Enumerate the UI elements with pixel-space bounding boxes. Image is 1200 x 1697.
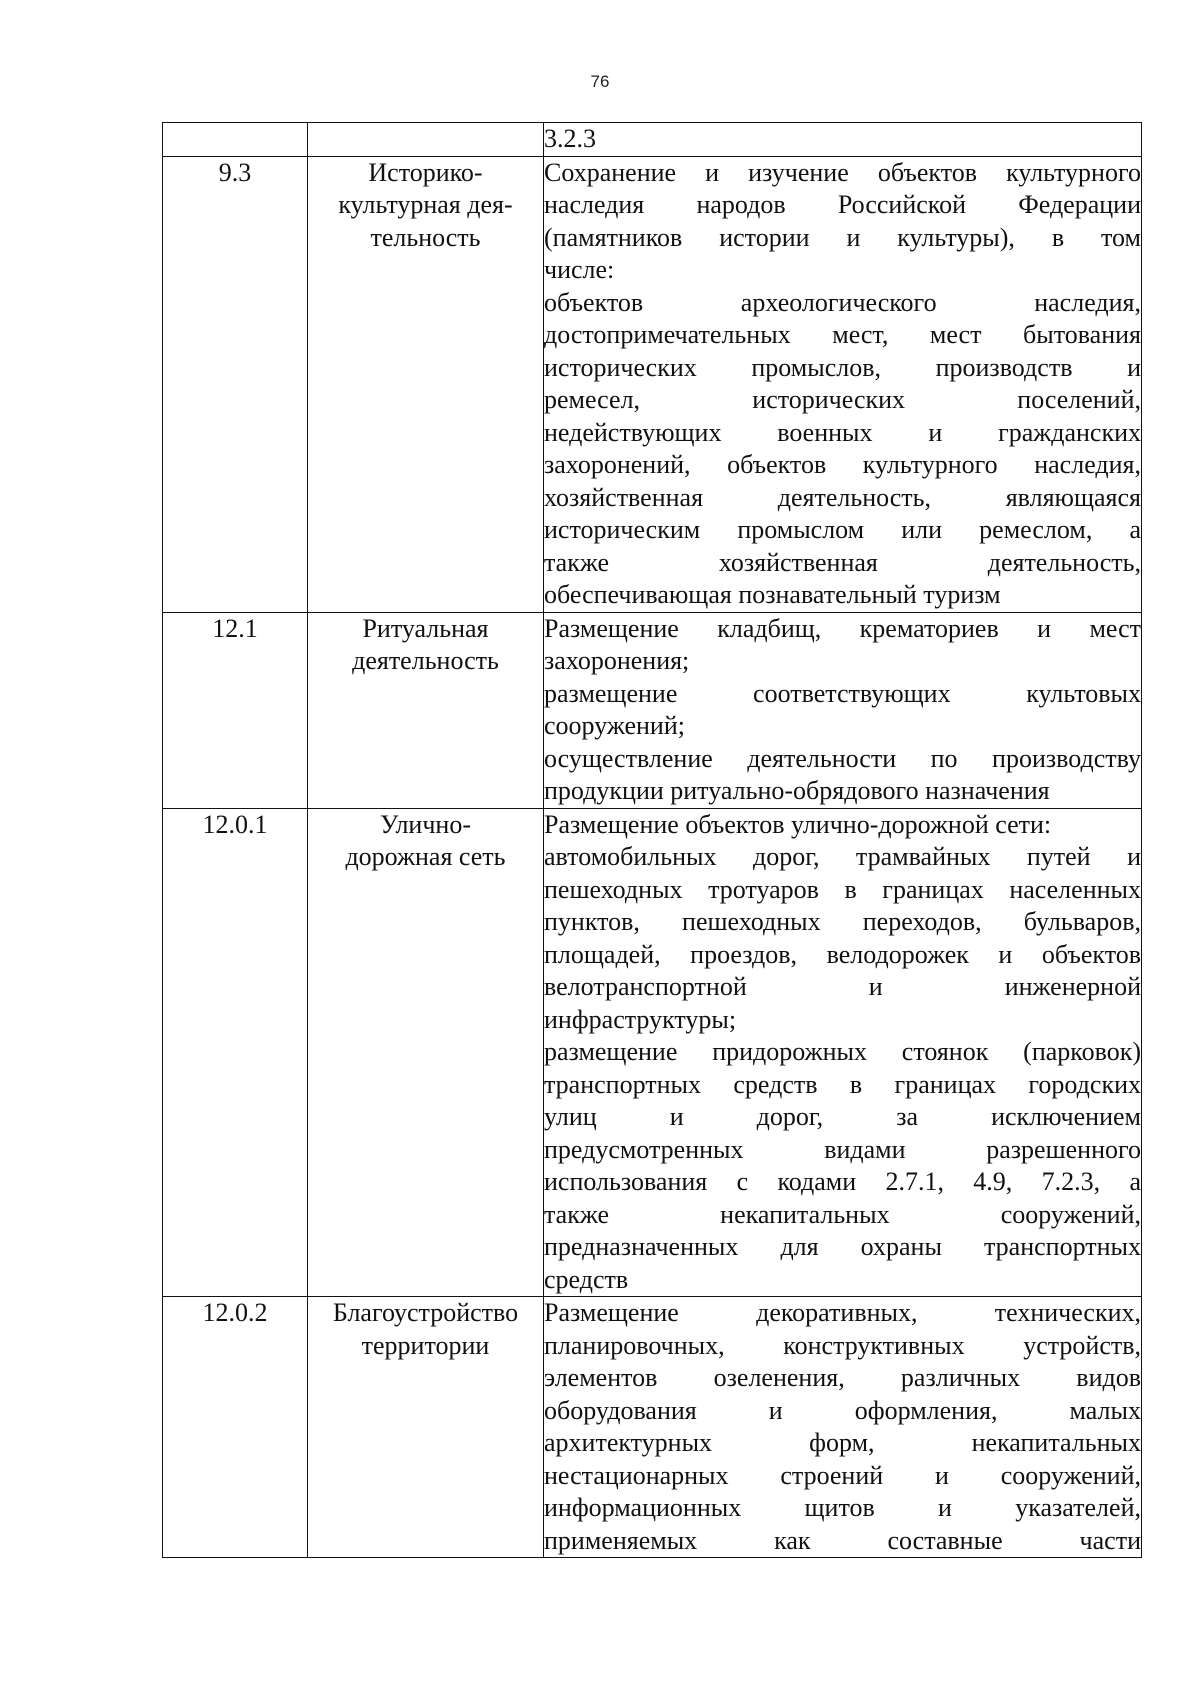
name-cell <box>308 808 544 1297</box>
description-cell <box>544 612 1142 808</box>
description-line: захоронения; <box>544 646 690 675</box>
table-row <box>163 808 1142 1297</box>
description-line: исторических промыслов, производств и <box>544 352 1141 382</box>
description-line: историческим промыслом или ремеслом, а <box>544 515 1141 544</box>
description-cell <box>544 156 1142 612</box>
table-row <box>163 1297 1142 1558</box>
description-line: объектов археологического наследия, <box>544 287 1141 317</box>
description-line: сооружений; <box>544 711 685 740</box>
description-line: числе: <box>544 255 615 284</box>
code-cell: 12.1 <box>163 612 308 808</box>
description-line: Размещение декоративных, технических, <box>544 1298 1141 1327</box>
description-line: Размещение кладбищ, крематориев и мест <box>544 613 1141 643</box>
description-line: применяемых как составные части <box>544 1525 1141 1555</box>
name-line: Историко- <box>368 157 483 187</box>
description-line: оборудования и оформления, малых <box>544 1395 1141 1425</box>
description-line: пешеходных тротуаров в границах населенных <box>544 874 1141 904</box>
land-use-table <box>162 122 1142 1558</box>
description-line: архитектурных форм, некапитальных <box>544 1428 1141 1457</box>
description-line: обеспечивающая познавательный туризм <box>544 580 1001 609</box>
description-line: Сохранение и изучение объектов культурного <box>544 157 1141 187</box>
description-line: элементов озеленения, различных видов <box>544 1363 1141 1392</box>
description-line: наследия народов Российской Федерации <box>544 190 1141 219</box>
description-line: информационных щитов и указателей, <box>544 1493 1141 1522</box>
name-cell <box>308 123 544 157</box>
description-line: продукции ритуально-обрядового назначения <box>544 776 1050 805</box>
description-line: также хозяйственная деятельность, <box>544 547 1141 577</box>
description-line: площадей, проездов, велодорожек и объектов <box>544 939 1141 969</box>
name-line: тельность <box>370 222 481 252</box>
description-line: также некапитальных сооружений, <box>544 1199 1141 1229</box>
name-line: Благоустройство <box>332 1298 519 1327</box>
table-row <box>163 612 1142 808</box>
name-line: территории <box>361 1330 490 1360</box>
description-line: нестационарных строений и сооружений, <box>544 1460 1141 1490</box>
table-row <box>163 123 1142 157</box>
table-row <box>163 156 1142 612</box>
description-line: улиц и дорог, за исключением <box>544 1102 1141 1131</box>
name-line: деятельность <box>352 646 499 675</box>
description-line: использования с кодами 2.7.1, 4.9, 7.2.3, а <box>544 1167 1141 1196</box>
description-line: инфраструктуры; <box>544 1004 737 1034</box>
code-cell <box>163 123 308 157</box>
description-line: размещение соответствующих культовых <box>544 678 1141 708</box>
description-line: пунктов, пешеходных переходов, бульваров, <box>544 907 1141 936</box>
description-cell <box>544 123 1142 157</box>
code-cell: 12.0.1 <box>163 808 308 1297</box>
name-cell <box>308 156 544 612</box>
description-line: 3.2.3 <box>544 124 596 153</box>
name-line: дорожная сеть <box>345 842 506 871</box>
code-cell: 9.3 <box>163 156 308 612</box>
description-line: планировочных, конструктивных устройств, <box>544 1330 1141 1360</box>
description-line: транспортных средств в границах городских <box>544 1069 1141 1099</box>
description-line: предусмотренных видами разрешенного <box>544 1134 1141 1164</box>
description-line: предназначенных для охраны транспортных <box>544 1232 1141 1261</box>
description-line: ремесел, исторических поселений, <box>544 385 1141 414</box>
description-line: недействующих военных и гражданских <box>544 417 1141 447</box>
description-cell <box>544 808 1142 1297</box>
name-line: Ритуальная <box>362 613 489 643</box>
name-cell <box>308 1297 544 1558</box>
page-number: 76 <box>590 72 610 91</box>
code-cell: 12.0.2 <box>163 1297 308 1558</box>
description-line: средств <box>544 1264 629 1294</box>
description-line: осуществление деятельности по производству <box>544 743 1141 773</box>
name-line: Улично- <box>379 809 471 839</box>
description-line: размещение придорожных стоянок (парковок) <box>544 1037 1141 1066</box>
description-line: (памятников истории и культуры), в том <box>544 222 1141 252</box>
description-line: хозяйственная деятельность, являющаяся <box>544 482 1141 512</box>
description-line: автомобильных дорог, трамвайных путей и <box>544 842 1141 871</box>
description-line: достопримечательных мест, мест бытования <box>544 320 1141 349</box>
description-line: захоронений, объектов культурного наследия, <box>544 450 1141 479</box>
name-line: культурная дея- <box>338 190 513 219</box>
description-cell <box>544 1297 1142 1558</box>
description-line: велотранспортной и инженерной <box>544 972 1141 1001</box>
name-cell <box>308 612 544 808</box>
description-line: Размещение объектов улично-дорожной сети: <box>544 809 1052 839</box>
